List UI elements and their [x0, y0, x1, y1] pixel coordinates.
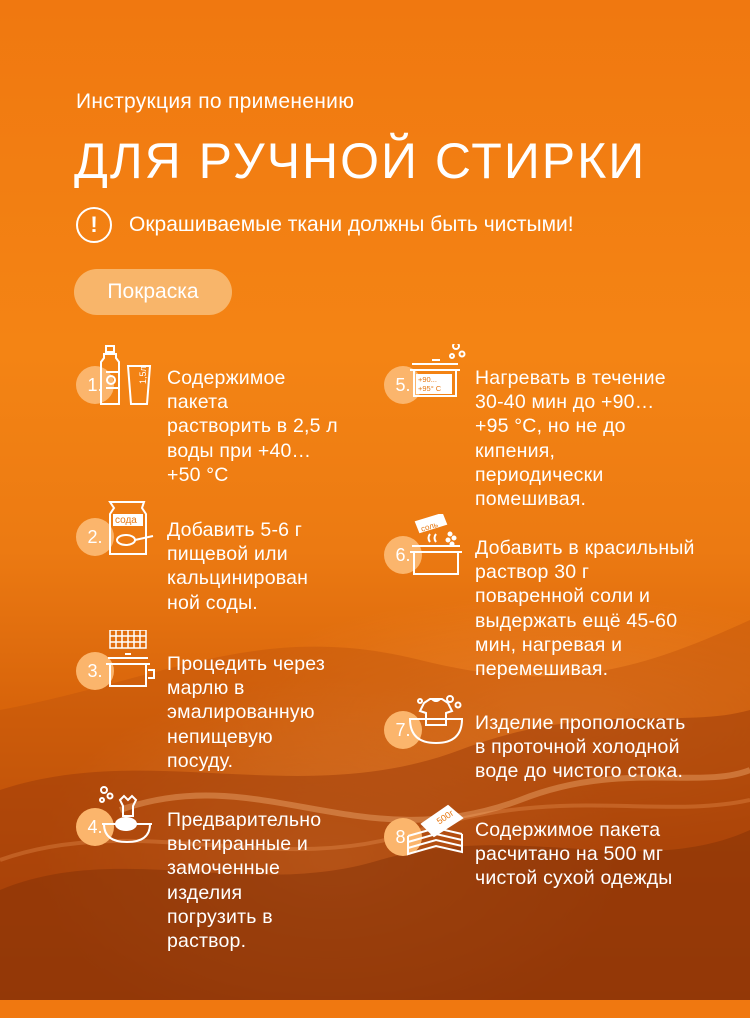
- step-number: 7.: [384, 711, 422, 749]
- strainer-pot-icon: [96, 630, 160, 694]
- svg-text:+90...: +90...: [418, 375, 437, 384]
- salt-pot-icon: [404, 514, 468, 578]
- step-number: 6.: [384, 536, 422, 574]
- step-text: Предварительно выстиранные и замоченные изделия погрузить в раствор.: [167, 809, 322, 953]
- soda-pack-icon: [96, 496, 160, 560]
- exclamation-icon: !: [76, 207, 112, 243]
- heating-pot-icon: [404, 344, 468, 408]
- warning-text: Окрашиваемые ткани должны быть чистыми!: [129, 213, 574, 236]
- page-subtitle: Инструкция по применению: [76, 90, 355, 113]
- page-title: ДЛЯ РУЧНОЙ СТИРКИ: [74, 133, 647, 189]
- warning-note: [76, 207, 574, 243]
- step-number: 2.: [76, 518, 114, 556]
- soaking-basin-icon: [96, 786, 160, 850]
- step-text: Процедить через марлю в эмалированную непищевую посуду.: [167, 653, 326, 772]
- step-text: Содержимое пакета растворить в 2,5 л воды при +40… +50 °С: [167, 367, 338, 486]
- svg-text:1,5л: 1,5л: [138, 366, 148, 384]
- step-text: Содержимое пакета расчитано на 500 мг чистой сухой одежды: [475, 819, 673, 890]
- svg-text:+95° C: +95° C: [418, 384, 442, 393]
- step-text: Изделие прополоскать в проточной холодной воде до чистого стока.: [475, 712, 686, 783]
- step-text: Добавить в красильный раствор 30 г поваренной соли и выдержать ещё 45-60 мин, нагревая и перемешивая.: [475, 537, 695, 681]
- step-8: [384, 807, 714, 1018]
- step-number: 5.: [384, 366, 422, 404]
- step-number: 8.: [384, 818, 422, 856]
- folded-clothes-icon: [404, 796, 468, 860]
- section-badge: Покраска: [74, 269, 232, 315]
- step-text: Добавить 5-6 г пищевой или кальцинирован ной соды.: [167, 519, 309, 614]
- step-number: 3.: [76, 652, 114, 690]
- bottle-and-cup-icon: [96, 344, 160, 408]
- step-number: 4.: [76, 808, 114, 846]
- step-text: Нагревать в течение 30-40 мин до +90… +95 °С, но не до кипения, периодически помешивая.: [475, 367, 666, 511]
- step-number: 1.: [76, 366, 114, 404]
- svg-text:сода: сода: [115, 515, 137, 526]
- step-4: [76, 808, 406, 1008]
- rinse-basin-icon: [404, 689, 468, 753]
- svg-text:соль: соль: [419, 519, 439, 534]
- svg-text:500г: 500г: [434, 807, 456, 827]
